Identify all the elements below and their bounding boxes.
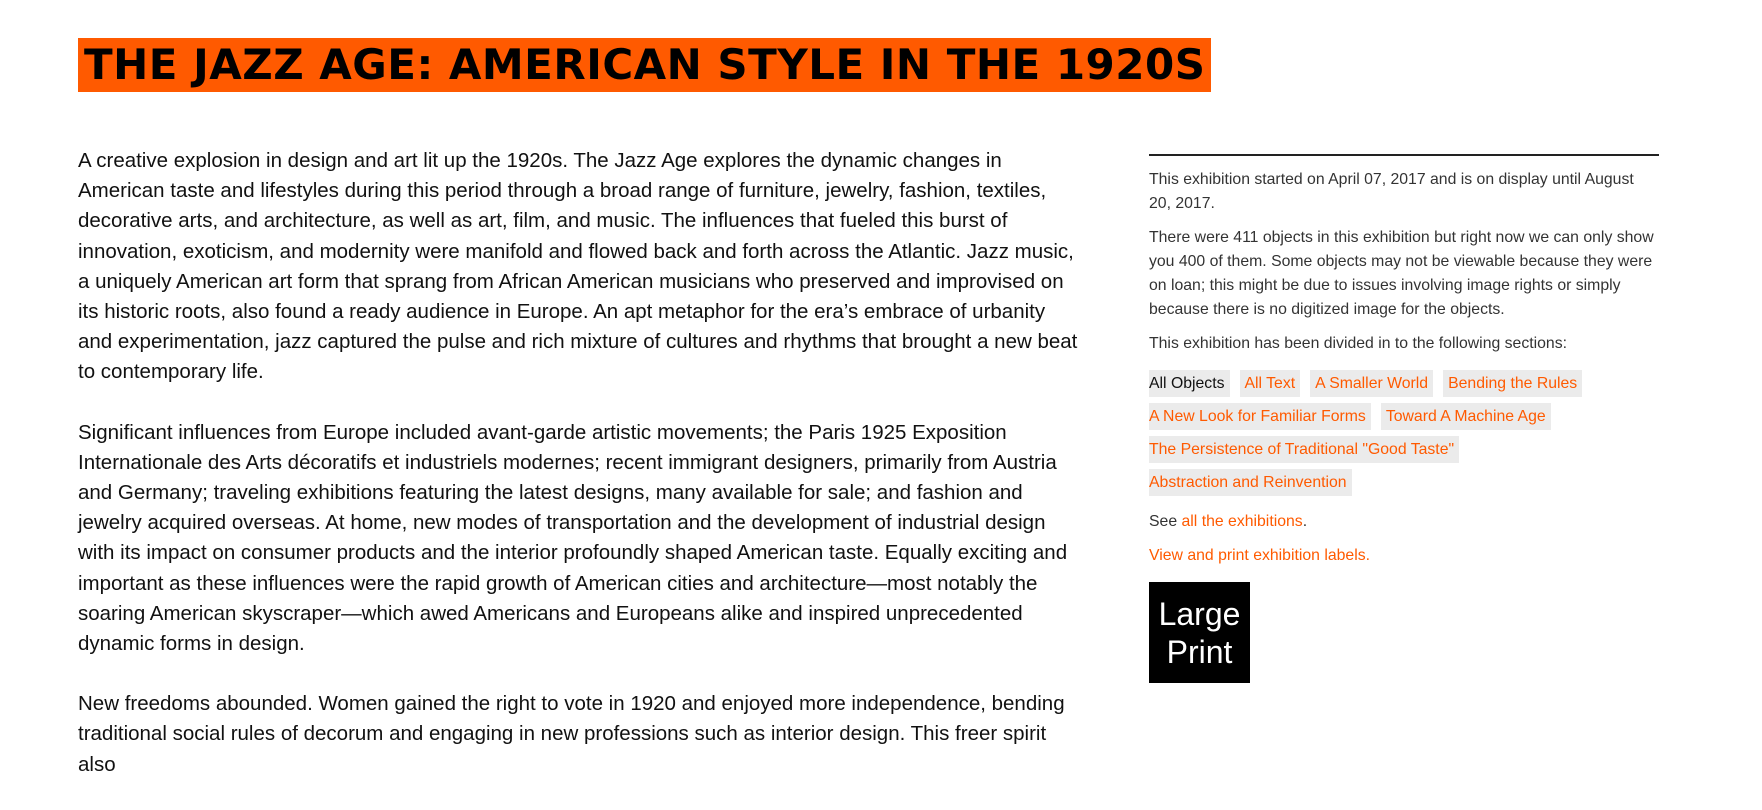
section-tag-row	[1149, 469, 1659, 496]
see-suffix-text: .	[1302, 513, 1308, 530]
section-tag-row	[1149, 403, 1659, 430]
labels-line	[1149, 544, 1659, 568]
section-tag-all-text[interactable]: All Text	[1240, 370, 1301, 397]
section-tags	[1149, 370, 1659, 496]
section-tag-row	[1149, 436, 1659, 463]
exhibition-description	[78, 146, 1078, 810]
large-print-label-line-1: Large	[1158, 595, 1241, 632]
section-tag-row	[1149, 370, 1659, 397]
large-print-label-line-2: Print	[1166, 633, 1233, 670]
description-paragraph-2: Significant influences from Europe included avant-garde artistic movements; the Paris 1925 Exposition Internationale des Arts décoratifs et industriels modernes; recent immigrant designers, primarily from Austria and Germany; traveling exhibitions featuring the latest designs, many available for sale; and fashion and jewelry acquired overseas. At home, new modes of transportation and the development of industrial design with its impact on consumer products and the interior profoundly shaped American taste. Equally exciting and important as these influences were the rapid growth of American cities and architecture—most notably the soaring American skyscraper—which awed Americans and Europeans alike and inspired unprecedented dynamic forms in design.	[78, 420, 1068, 656]
section-tag-abstraction-and-reinvention[interactable]: Abstraction and Reinvention	[1149, 469, 1352, 496]
section-tag-a-smaller-world[interactable]: A Smaller World	[1310, 370, 1433, 397]
sections-intro-text: This exhibition has been divided in to the following sections:	[1149, 335, 1567, 352]
section-tag-toward-a-machine-age[interactable]: Toward A Machine Age	[1381, 403, 1551, 430]
page-title-wrap	[78, 38, 1211, 92]
description-paragraph-1: A creative explosion in design and art lit up the 1920s. The Jazz Age explores the dynamic changes in American taste and lifestyles during this period through a broad range of furniture, jewelry, fashion, textiles, decorative arts, and architecture, as well as art, film, and music. The influences that fueled this burst of innovation, exoticism, and modernity were manifold and flowed back and forth across the Atlantic. Jazz music, a uniquely American art form that sprang from African American musicians who preserved and improvised on its historic roots, also found a ready audience in Europe. An apt metaphor for the era’s embrace of urbanity and experimentation, jazz captured the pulse and rich mixture of cultures and rhythms that brought a new beat to contemporary life.	[78, 149, 1078, 384]
description-paragraph-3: New freedoms abounded. Women gained the right to vote in 1920 and enjoyed more independence, bending traditional social rules of decorum and engaging in new professions such as interior design. This freer spirit also	[78, 692, 1065, 776]
exhibition-objects-text: There were 411 objects in this exhibition but right now we can only show you 400 of them. Some objects may not be viewable because they were on loan; this might be due to issues involving image rights or simply because there is no digitized image for the objects.	[1149, 229, 1654, 318]
section-tag-all-objects[interactable]: All Objects	[1149, 370, 1230, 397]
exhibition-dates-text: This exhibition started on April 07, 2017 and is on display until August 20, 2017.	[1149, 171, 1634, 212]
see-prefix-text: See	[1149, 513, 1178, 530]
exhibition-sidebar	[1149, 154, 1659, 683]
section-tag-persistence-of-good-taste[interactable]: The Persistence of Traditional "Good Taste"	[1149, 436, 1459, 463]
section-tag-bending-the-rules[interactable]: Bending the Rules	[1443, 370, 1582, 397]
see-all-exhibitions-line	[1149, 510, 1659, 534]
all-exhibitions-link[interactable]: all the exhibitions	[1181, 513, 1303, 530]
page-title: THE JAZZ AGE: AMERICAN STYLE IN THE 1920S	[78, 38, 1211, 92]
large-print-button[interactable]	[1149, 582, 1250, 683]
view-print-labels-link[interactable]: View and print exhibition labels.	[1149, 547, 1371, 564]
section-tag-a-new-look-for-familiar-forms[interactable]: A New Look for Familiar Forms	[1149, 403, 1371, 430]
